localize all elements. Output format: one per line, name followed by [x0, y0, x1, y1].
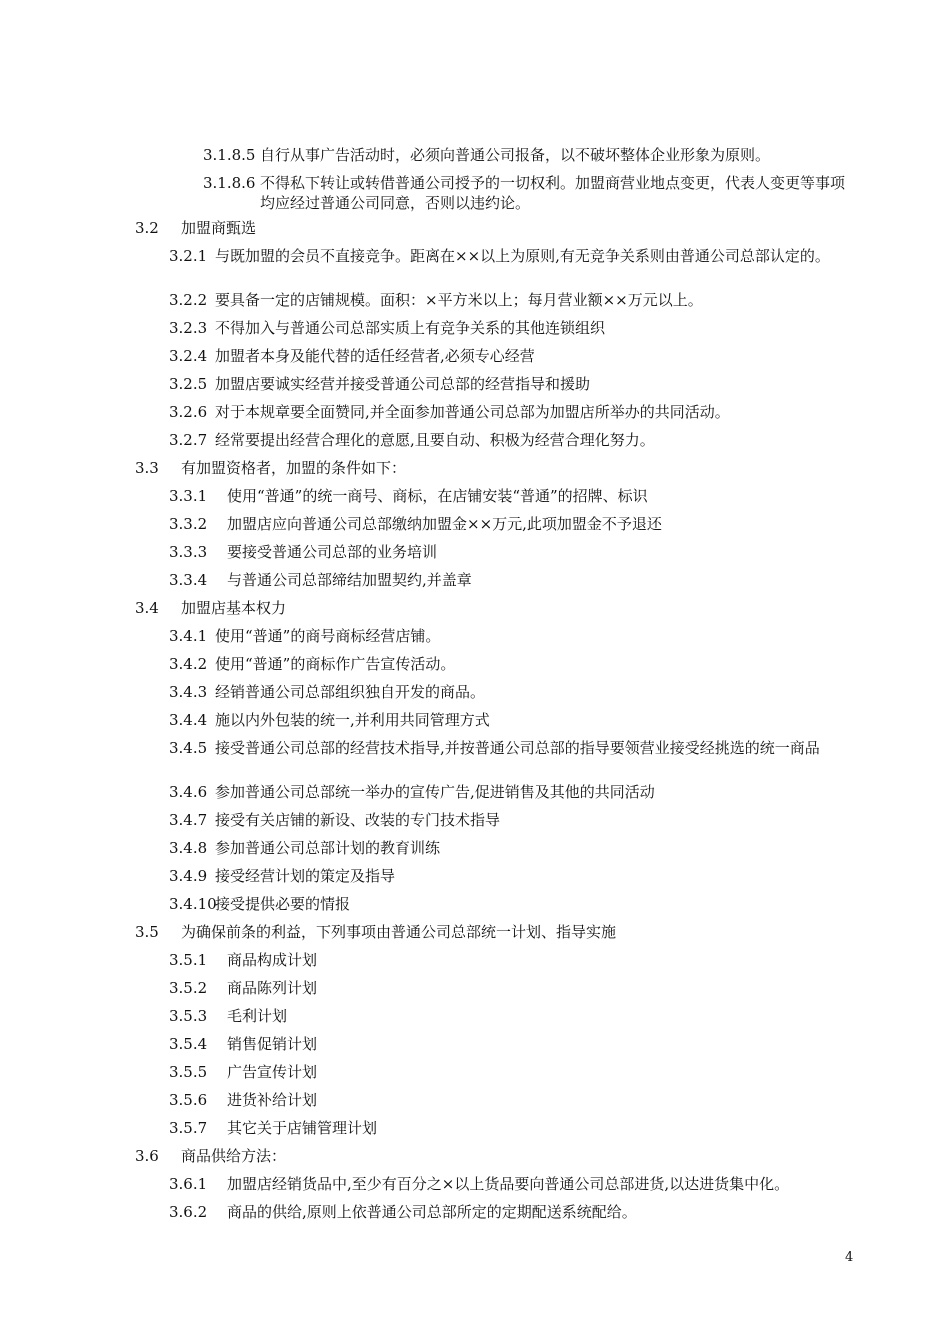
clause-number: 3.5.2	[169, 979, 208, 997]
clause-text: 加盟者本身及能代替的适任经营者,必须专心经营	[215, 347, 535, 365]
section-3-5	[135, 922, 835, 944]
clause-number: 3.4.5	[169, 739, 208, 757]
clause-3-2-3	[169, 318, 849, 340]
clause-number: 3.2.4	[169, 347, 208, 365]
clause-3-3-1	[169, 486, 849, 508]
clause-number: 3.4.10	[169, 895, 217, 913]
clause-number: 3.2.5	[169, 375, 208, 393]
section-number: 3.5	[135, 923, 159, 941]
clause-number: 3.2.1	[169, 247, 208, 265]
clause-text: 接受经营计划的策定及指导	[215, 867, 396, 885]
clause-3-4-3	[169, 682, 849, 704]
clause-3-2-6	[169, 402, 849, 424]
clause-text: 进货补给计划	[227, 1091, 318, 1109]
clause-text: 加盟店要诚实经营并接受普通公司总部的经营指导和援助	[215, 375, 591, 393]
clause-3-4-7	[169, 810, 849, 832]
clause-text: 自行从事广告活动时，必须向普通公司报备，以不破坏整体企业形象为原则。	[260, 146, 771, 164]
clause-number: 3.3.3	[169, 543, 208, 561]
clause-3-2-7	[169, 430, 849, 452]
section-title: 有加盟资格者，加盟的条件如下：	[181, 459, 407, 477]
clause-text: 经销普通公司总部组织独自开发的商品。	[215, 683, 486, 701]
clause-number: 3.5.4	[169, 1035, 208, 1053]
clause-3-4-6	[169, 782, 849, 804]
clause-text: 要具备一定的店铺规模。面积：×平方米以上；每月营业额××万元以上。	[215, 291, 703, 309]
clause-3-2-2	[169, 290, 849, 312]
clause-number: 3.1.8.5	[203, 146, 256, 164]
clause-text: 使用“普通”的统一商号、商标，在店铺安装“普通”的招牌、标识	[227, 487, 648, 505]
clause-number: 3.4.6	[169, 783, 208, 801]
clause-3-5-2	[169, 978, 849, 1000]
section-number: 3.3	[135, 459, 159, 477]
clause-text: 与普通公司总部缔结加盟契约,并盖章	[227, 571, 472, 589]
section-title: 为确保前条的利益，下列事项由普通公司总部统一计划、指导实施	[181, 923, 617, 941]
clause-3-3-4	[169, 570, 849, 592]
clause-text: 接受普通公司总部的经营技术指导,并按普通公司总部的指导要领营业接受经挑选的统一商品	[215, 739, 820, 757]
clause-number: 3.3.2	[169, 515, 208, 533]
clause-number: 3.3.4	[169, 571, 208, 589]
clause-text: 销售促销计划	[227, 1035, 318, 1053]
clause-number: 3.4.2	[169, 655, 208, 673]
clause-text: 施以内外包装的统一,并利用共同管理方式	[215, 711, 490, 729]
clause-3-2-1	[169, 246, 859, 288]
clause-text: 对于本规章要全面赞同,并全面参加普通公司总部为加盟店所举办的共同活动。	[215, 403, 730, 421]
clause-text: 接受提供必要的情报	[215, 895, 351, 913]
clause-3-3-3	[169, 542, 849, 564]
clause-text: 参加普通公司总部计划的教育训练	[215, 839, 441, 857]
section-3-2	[135, 218, 835, 240]
clause-number: 3.2.6	[169, 403, 208, 421]
clause-text: 不得私下转让或转借普通公司授予的一切权利。加盟商营业地点变更，代表人变更等事项均应经过普通公司同意，否则以违约论。	[260, 174, 846, 212]
clause-3-6-1	[169, 1174, 869, 1196]
clause-3-4-2	[169, 654, 849, 676]
page-number: 4	[845, 1250, 854, 1265]
clause-text: 接受有关店铺的新设、改装的专门技术指导	[215, 811, 501, 829]
clause-number: 3.5.6	[169, 1091, 208, 1109]
clause-number: 3.2.7	[169, 431, 208, 449]
clause-text: 加盟店经销货品中,至少有百分之×以上货品要向普通公司总部进货,以达进货集中化。	[227, 1175, 790, 1193]
section-title: 加盟商甄选	[181, 219, 257, 237]
clause-text: 商品的供给,原则上依普通公司总部所定的定期配送系统配给。	[227, 1203, 637, 1221]
clause-number: 3.6.1	[169, 1175, 208, 1193]
clause-3-6-2	[169, 1202, 849, 1224]
clause-3-5-5	[169, 1062, 849, 1084]
clause-3-1-8-6	[203, 173, 851, 215]
clause-number: 3.5.7	[169, 1119, 208, 1137]
clause-number: 3.5.5	[169, 1063, 208, 1081]
section-number: 3.6	[135, 1147, 159, 1165]
section-3-6	[135, 1146, 835, 1168]
clause-number: 3.4.4	[169, 711, 208, 729]
clause-number: 3.4.9	[169, 867, 208, 885]
clause-3-5-3	[169, 1006, 849, 1028]
clause-3-2-4	[169, 346, 849, 368]
clause-3-4-8	[169, 838, 849, 860]
clause-text: 使用“普通”的商号商标经营店铺。	[215, 627, 441, 645]
clause-3-5-6	[169, 1090, 849, 1112]
clause-text: 毛利计划	[227, 1007, 288, 1025]
clause-3-2-5	[169, 374, 849, 396]
clause-3-4-10	[169, 894, 849, 916]
clause-text: 使用“普通”的商标作广告宣传活动。	[215, 655, 456, 673]
clause-3-5-7	[169, 1118, 849, 1140]
section-3-3	[135, 458, 835, 480]
clause-number: 3.2.2	[169, 291, 208, 309]
clause-3-4-9	[169, 866, 849, 888]
clause-text: 广告宣传计划	[227, 1063, 318, 1081]
clause-text: 不得加入与普通公司总部实质上有竞争关系的其他连锁组织	[215, 319, 606, 337]
clause-text: 其它关于店铺管理计划	[227, 1119, 378, 1137]
clause-number: 3.1.8.6	[203, 174, 256, 192]
section-number: 3.2	[135, 219, 159, 237]
clause-3-4-1	[169, 626, 849, 648]
section-title: 商品供给方法：	[181, 1147, 287, 1165]
clause-number: 3.4.3	[169, 683, 208, 701]
clause-3-5-4	[169, 1034, 849, 1056]
section-number: 3.4	[135, 599, 159, 617]
clause-text: 加盟店应向普通公司总部缴纳加盟金××万元,此项加盟金不予退还	[227, 515, 662, 533]
clause-number: 3.2.3	[169, 319, 208, 337]
clause-number: 3.4.8	[169, 839, 208, 857]
clause-text: 参加普通公司总部统一举办的宣传广告,促进销售及其他的共同活动	[215, 783, 655, 801]
clause-number: 3.4.7	[169, 811, 208, 829]
clause-text: 商品陈列计划	[227, 979, 318, 997]
clause-number: 3.3.1	[169, 487, 208, 505]
clause-3-4-5	[169, 738, 849, 780]
clause-text: 要接受普通公司总部的业务培训	[227, 543, 438, 561]
clause-number: 3.4.1	[169, 627, 208, 645]
clause-text: 经常要提出经营合理化的意愿,且要自动、积极为经营合理化努力。	[215, 431, 655, 449]
clause-3-4-4	[169, 710, 849, 732]
section-3-4	[135, 598, 835, 620]
clause-number: 3.5.1	[169, 951, 208, 969]
clause-3-3-2	[169, 514, 849, 536]
clause-3-5-1	[169, 950, 849, 972]
section-title: 加盟店基本权力	[181, 599, 287, 617]
clause-text: 与既加盟的会员不直接竞争。距离在××以上为原则,有无竞争关系则由普通公司总部认定的。	[215, 247, 830, 265]
clause-number: 3.5.3	[169, 1007, 208, 1025]
clause-text: 商品构成计划	[227, 951, 318, 969]
clause-3-1-8-5	[203, 145, 843, 167]
clause-number: 3.6.2	[169, 1203, 208, 1221]
